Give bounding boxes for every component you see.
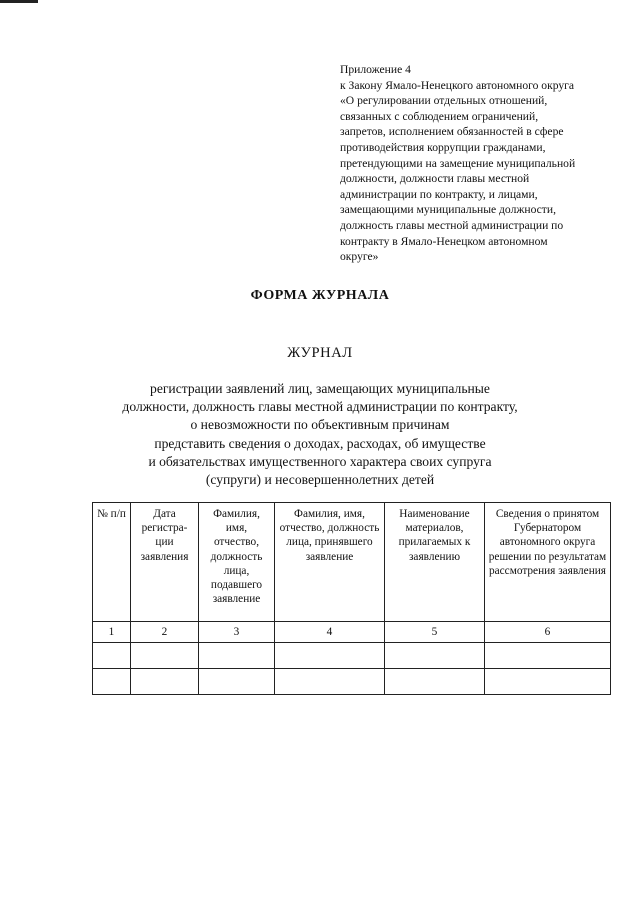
appendix-line: должность главы местной администрации по [340,218,564,232]
appendix-line: запретов, исполнением обязанностей в сфере [340,125,564,139]
appendix-line: Приложение 4 [340,63,411,76]
table-cell [199,643,275,669]
header-decision: Сведения о принятом Губернатором автономного округа решении по результатам рассмотрения заявления [485,503,611,622]
table-header-row [93,503,611,622]
appendix-line: противодействия коррупции гражданами, [340,140,546,154]
appendix-line: связанных с соблюдением ограничений, [340,109,539,123]
appendix-line: округе» [340,250,379,264]
table-cell [199,669,275,695]
table-cell [485,669,611,695]
appendix-line: администрации по контракту, и лицами, [340,187,538,201]
column-number: 1 [93,622,131,643]
appendix-line: контракту в Ямало-Ненецком автономном [340,234,548,248]
subtitle-line: регистрации заявлений лиц, замещающих муниципальные [150,381,490,396]
header-number: № п/п [93,503,131,622]
column-number: 3 [199,622,275,643]
journal-subtitle [0,380,640,489]
appendix-line: должности, должности главы местной [340,172,530,186]
table-cell [93,669,131,695]
subtitle-line: о невозможности по объективным причинам [190,417,450,433]
column-number: 6 [485,622,611,643]
journal-table [92,502,611,695]
table-cell [131,643,199,669]
subtitle-line: представить сведения о доходах, расходах, об имуществе [154,435,486,451]
column-number: 5 [385,622,485,643]
table-row [93,643,611,669]
header-materials: Наименование материалов, прилагаемых к заявлению [385,503,485,622]
appendix-line: «О регулировании отдельных отношений, [340,94,548,108]
subtitle-line: (супруги) и несовершеннолетних детей [205,472,435,488]
header-applicant-name: Фамилия, имя, отчество, должность лица, подавшего заявление [199,503,275,622]
table-cell [93,643,131,669]
journal-title: ЖУРНАЛ [287,345,353,361]
subtitle-line: должности, должность главы местной администрации по контракту, [122,399,518,415]
appendix-line: претендующими на замещение муниципальной [340,156,576,170]
appendix-line: к Закону Ямало-Ненецкого автономного округа [340,78,575,92]
appendix-block [340,62,610,265]
table-cell [385,643,485,669]
table-cell [385,669,485,695]
scan-corner-mark [0,0,38,3]
column-number: 4 [275,622,385,643]
table-cell [485,643,611,669]
table-cell [131,669,199,695]
table-cell [275,669,385,695]
form-title: ФОРМА ЖУРНАЛА [250,288,390,303]
subtitle-line: и обязательствах имущественного характера своих супруга [148,453,492,469]
column-number-row [93,622,611,643]
header-receiver-name: Фамилия, имя, отчество, должность лица, принявшего заявление [275,503,385,622]
table-cell [275,643,385,669]
appendix-line: замещающими муниципальные должности, [340,203,556,217]
header-registration-date: Дата регистра-ции заявления [131,503,199,622]
column-number: 2 [131,622,199,643]
table-row [93,669,611,695]
